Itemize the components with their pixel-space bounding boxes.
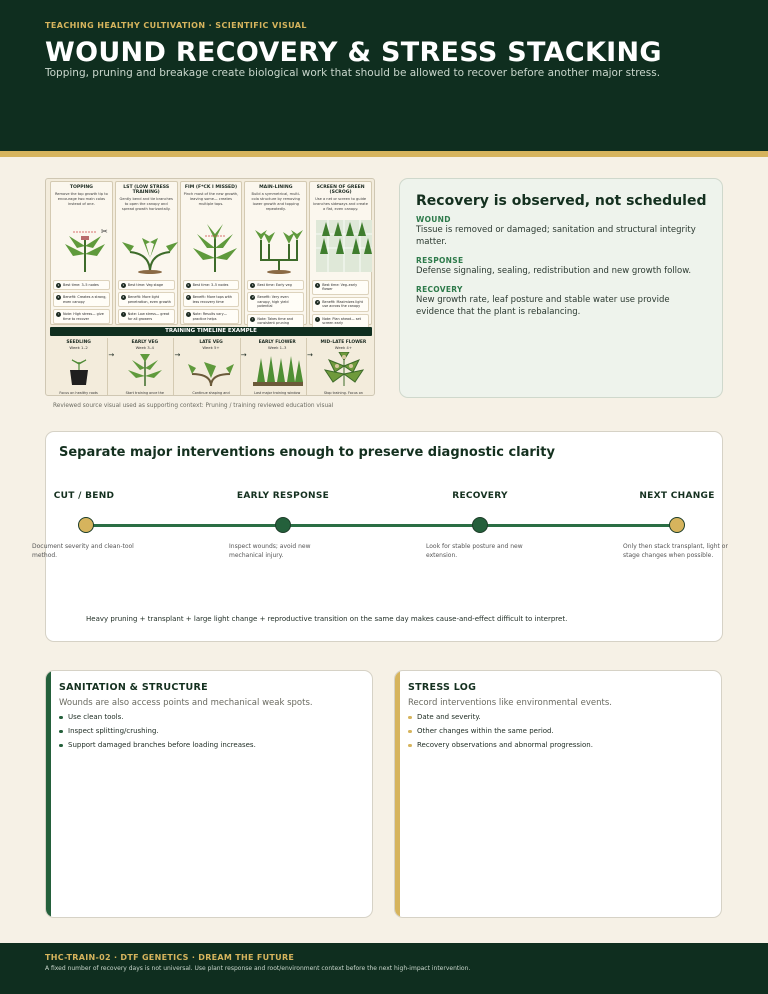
source-visual (45, 178, 375, 396)
note-item: 1 Best time: 3–5 nodes (53, 280, 110, 290)
intervention-timeline-card (32, 431, 728, 642)
card-lead: Record interventions like environmental events. (408, 698, 612, 708)
timeline-track (86, 524, 678, 527)
recovery-section-response (416, 256, 706, 278)
stage-desc-cut-bend: Document severity and clean-tool method. (32, 543, 134, 559)
timeline-stage-week: Week 1–3 (268, 345, 287, 350)
late-veg-plant-illustration (186, 352, 236, 386)
early-flower-canopy-illustration (253, 352, 303, 386)
note-item: ! Note: Low stress— great for all growers (118, 309, 175, 324)
technique-grid (50, 181, 372, 325)
training-timeline-title: TRAINING TIMELINE EXAMPLE (50, 327, 372, 336)
late-flower-plant-illustration (319, 352, 369, 386)
section-text: Defense signaling, sealing, redistribution and new growth follow. (416, 266, 692, 276)
timeline-node-next-change (669, 517, 685, 533)
arrow-right-icon: → (240, 351, 247, 359)
stage-desc-recovery: Look for stable posture and new extension. (426, 543, 523, 559)
timeline-stage-caption: Start training once the (125, 391, 164, 395)
page-footer (0, 943, 768, 994)
technique-title: SCREEN OF GREEN (SCROG) (316, 185, 365, 195)
list-item: Other changes within the same period. (408, 727, 593, 735)
section-label: RECOVERY (416, 285, 463, 294)
stress-log-list (408, 713, 593, 755)
stage-label-recovery: RECOVERY (452, 491, 508, 501)
timeline-card-title: Separate major interventions enough to preserve diagnostic clarity (59, 445, 555, 460)
note-item: 1 Best time: Veg stage (118, 280, 175, 290)
technique-notes (53, 280, 110, 326)
note-item: 2 Benefit: More tops with less recovery time (183, 292, 240, 307)
note-item: ! Note: Takes time and consistent pruning (247, 314, 304, 329)
timeline-stage-caption: Last major training window (254, 391, 301, 395)
note-item: 2 Benefit: Creates a strong, even canopy (53, 292, 110, 307)
lst-plant-illustration (120, 214, 180, 274)
timeline-stage (50, 338, 115, 396)
note-item: 1 Best time: 3–5 nodes (183, 280, 240, 290)
list-item: Support damaged branches before loading increases. (59, 741, 256, 749)
list-item: Recovery observations and abnormal progression. (408, 741, 593, 749)
note-item: ! Note: Results vary— practice helps (183, 309, 240, 324)
technique-title: TOPPING (69, 185, 93, 190)
stress-log-card (394, 670, 722, 918)
stress-stacking-warning: Heavy pruning + transplant + large light change + reproductive transition on the same day makes cause-and-effect difficult to interpret. (86, 615, 568, 623)
topping-plant-illustration (55, 214, 115, 274)
timeline-stage-caption: Stop training. Focus on (323, 391, 363, 395)
fim-plant-illustration (185, 214, 245, 274)
technique-desc: Use a net or screen to guide branches sideways and create a flat, even canopy. (313, 197, 368, 211)
note-item: ! Note: Plan ahead— set screen early (312, 314, 369, 329)
timeline-stage-name: LATE VEG (199, 340, 223, 345)
timeline-stage-caption: Continue shaping and (192, 391, 230, 395)
timeline-stage (182, 338, 247, 396)
note-item: 2 Benefit: More light penetration, even growth (118, 292, 175, 307)
footer-brand: THC-TRAIN-02 · DTF GENETICS · DREAM THE FUTURE (45, 953, 295, 962)
card-title: SANITATION & STRUCTURE (59, 682, 208, 693)
arrow-right-icon: → (306, 351, 313, 359)
technique-desc: Pinch most of the new growth, leaving some— creates multiple tops. (183, 192, 239, 206)
timeline-stage-week: Week 4+ (334, 345, 353, 350)
timeline-stage-week: Week 1–2 (69, 345, 88, 350)
list-item: Use clean tools. (59, 713, 256, 721)
stage-desc-early-response: Inspect wounds; avoid new mechanical injury. (229, 543, 311, 559)
list-item: Date and severity. (408, 713, 593, 721)
technique-desc: Gently bend and tie branches to open the canopy and spread growth horizontally. (119, 197, 173, 211)
technique-fim (180, 181, 243, 325)
technique-notes (118, 280, 175, 326)
timeline-stage (116, 338, 181, 396)
note-item: ! Note: High stress— give time to recover (53, 309, 110, 324)
main-lining-plant-illustration (249, 214, 309, 274)
technique-notes (247, 280, 304, 331)
note-item: 2 Benefit: Maximizes light use across the canopy (312, 297, 369, 312)
timeline-stage-name: EARLY VEG (131, 340, 159, 345)
technique-main-lining (244, 181, 307, 325)
svg-text:✂: ✂ (101, 227, 108, 236)
note-item: 2 Benefit: Very even canopy, high yield potential (247, 292, 304, 311)
section-text: New growth rate, leaf posture and stable water use provide evidence that the plant is rebalancing. (416, 295, 670, 317)
page-subtitle: Topping, pruning and breakage create biological work that should be allowed to recover before another major stress. (45, 67, 661, 79)
technique-notes (312, 280, 369, 331)
timeline-stage-name: SEEDLING (66, 340, 91, 345)
technique-topping (50, 181, 113, 325)
arrow-right-icon: → (108, 351, 115, 359)
recovery-section-recovery (416, 285, 706, 319)
page-title: WOUND RECOVERY & STRESS STACKING (45, 37, 662, 68)
timeline-stage (249, 338, 313, 396)
list-item: Inspect splitting/crushing. (59, 727, 256, 735)
timeline-node-cut-bend (78, 517, 94, 533)
footer-note: A fixed number of recovery days is not universal. Use plant response and root/environment context before the next high-impact intervention. (45, 965, 471, 972)
technique-scrog (309, 181, 372, 325)
timeline-node-recovery (472, 517, 488, 533)
stage-label-cut-bend: CUT / BEND (53, 491, 115, 501)
card-lead: Wounds are also access points and mechanical weak spots. (59, 698, 313, 708)
section-label: WOUND (416, 215, 451, 224)
technique-title: LST (LOW STRESS TRAINING) (123, 185, 170, 195)
note-item: 1 Best time: Early veg (247, 280, 304, 290)
stage-label-early-response: EARLY RESPONSE (236, 491, 330, 501)
card-accent-stripe (46, 671, 51, 917)
timeline-node-early-response (275, 517, 291, 533)
arrow-right-icon: → (174, 351, 181, 359)
training-timeline (50, 338, 372, 396)
page-header (0, 0, 768, 152)
timeline-stage-week: Week 3–4 (135, 345, 154, 350)
technique-title: MAIN-LINING (259, 185, 293, 190)
source-visual-caption: Reviewed source visual used as supporting context: Pruning / training reviewed education visual (53, 403, 334, 409)
note-item: 1 Best time: Veg–early flower (312, 280, 369, 295)
sanitation-list (59, 713, 256, 755)
timeline-stage (315, 338, 372, 396)
stage-desc-next-change: Only then stack transplant, light or stage changes when possible. (623, 543, 728, 559)
card-title: STRESS LOG (408, 682, 477, 693)
technique-desc: Remove the top growth tip to encourage two main colas instead of one. (54, 192, 108, 206)
technique-title: FIM (F*CK I MISSED) (184, 185, 238, 190)
early-veg-plant-illustration (120, 352, 170, 386)
recovery-card (399, 178, 723, 398)
technique-lst (115, 181, 178, 325)
recovery-card-title: Recovery is observed, not scheduled (416, 193, 707, 209)
sanitation-card (45, 670, 373, 918)
section-text: Tissue is removed or damaged; sanitation and structural integrity matter. (416, 225, 696, 247)
scrog-plant-illustration (314, 214, 374, 274)
stage-label-next-change: NEXT CHANGE (639, 491, 715, 501)
timeline-stage-name: MID–LATE FLOWER (320, 340, 367, 345)
timeline-stage-name: EARLY FLOWER (258, 340, 296, 345)
technique-desc: Build a symmetrical, multi-cola structure by removing lower growth and topping repeatedly. (251, 192, 301, 211)
header-kicker: TEACHING HEALTHY CULTIVATION · SCIENTIFIC VISUAL (45, 21, 307, 30)
card-accent-stripe (395, 671, 400, 917)
recovery-section-wound (416, 215, 706, 249)
technique-notes (183, 280, 240, 326)
timeline-stage-week: Week 5+ (202, 345, 220, 350)
seedling-pot-illustration (54, 352, 104, 386)
section-label: RESPONSE (416, 256, 464, 265)
header-accent-band (0, 151, 768, 157)
timeline-stage-caption: Focus on healthy roots (59, 391, 98, 395)
